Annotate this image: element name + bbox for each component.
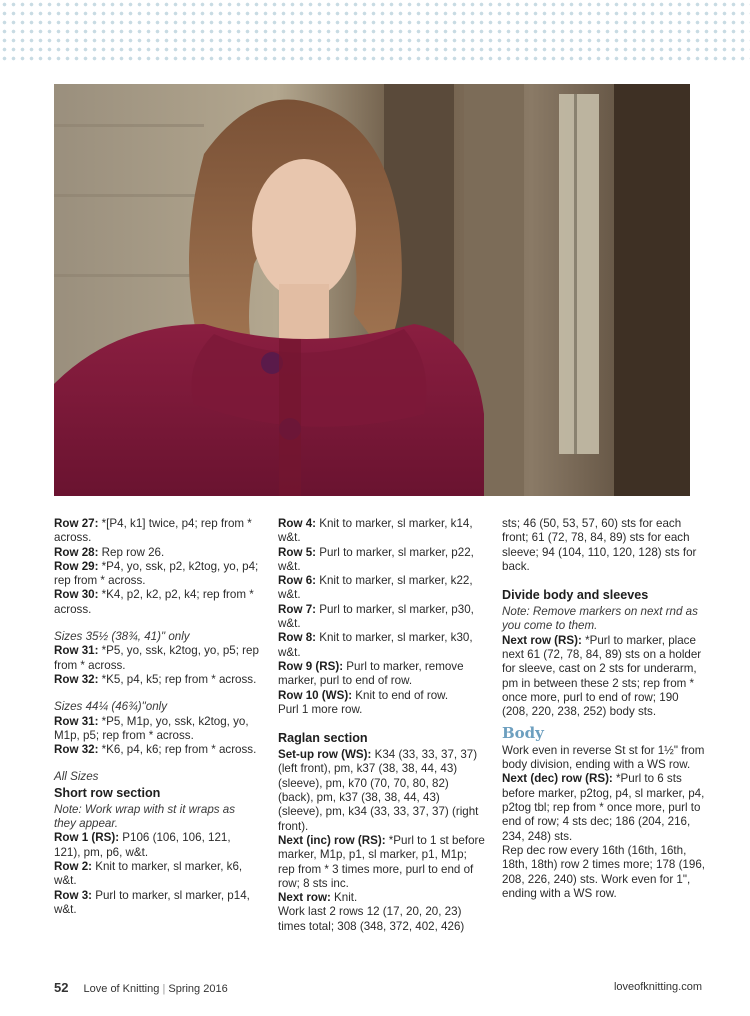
- row-5: Row 5: Purl to marker, sl marker, p22, w&t.: [278, 545, 474, 573]
- magazine-name: Love of Knitting: [83, 983, 160, 995]
- setup-row: Set-up row (WS): K34 (33, 33, 37, 37) (left front), pm, k37 (38, 38, 44, 43) (sleeve), pm, k70 (70, 70, 80, 82) (back), pm, k37 (38, 38, 44, 43) (sleeve), pm, k34 (33, 33, 37, 37) (right front).: [278, 748, 479, 833]
- row-27: Row 27: *[P4, k1] twice, p4; rep from * across.: [54, 517, 252, 545]
- next-row: Next row: Knit.: [278, 891, 358, 905]
- purl-more-row: Purl 1 more row.: [278, 702, 363, 716]
- divide-heading: Divide body and sleeves: [502, 588, 649, 603]
- page-number: 52: [54, 980, 69, 995]
- row-28: Row 28: Rep row 26.: [54, 545, 165, 559]
- body-heading: Body: [502, 723, 544, 742]
- hero-photo: [54, 84, 690, 496]
- short-row-heading: Short row section: [54, 785, 161, 800]
- next-inc-row: Next (inc) row (RS): *Purl to 1 st before marker, M1p, p1, sl marker, p1, M1p; rep from * 3 times more, purl to end of row; 8 sts inc.: [278, 833, 485, 890]
- next-dec-row: Next (dec) row (RS): *Purl to 6 sts before marker, p2tog, p4, sl marker, p4, p2tog tbl; rep from * once more, purl to end of row; 4 sts dec; 186 (204, 216, 234, 248) sts.: [502, 772, 705, 843]
- row-29: Row 29: *P4, yo, ssk, p2, k2tog, yo, p4; rep from * across.: [54, 559, 259, 588]
- row-6: Row 6: Knit to marker, sl marker, k22, w&t.: [278, 574, 473, 602]
- footer-divider: |: [162, 983, 166, 995]
- sizes-note-a: Sizes 35½ (38¾, 41)" only: [54, 630, 190, 644]
- column-2: [278, 517, 486, 934]
- divide-note: Note: Remove markers on next rnd as you come to them.: [502, 605, 698, 633]
- work-even: Work even in reverse St st for 1½" from body division, ending with a WS row.: [502, 743, 705, 772]
- short-row-note: Note: Work wrap with st it wraps as they appear.: [54, 802, 236, 831]
- stitch-counts: sts; 46 (50, 53, 57, 60) sts for each front; 61 (72, 78, 84, 89) sts for each sleeve; 94 (104, 110, 120, 128) sts for back.: [502, 517, 697, 573]
- row-30: Row 30: *K4, p2, k2, p2, k4; rep from * across.: [54, 588, 254, 616]
- page-footer: [54, 980, 702, 995]
- row-3: Row 3: Purl to marker, sl marker, p14, w&t.: [54, 888, 250, 916]
- row-1: Row 1 (RS): P106 (106, 106, 121, 121), pm, p6, w&t.: [54, 831, 231, 859]
- row-2: Row 2: Knit to marker, sl marker, k6, w&t.: [54, 859, 243, 888]
- raglan-heading: Raglan section: [278, 731, 368, 746]
- issue-label: Spring 2016: [168, 983, 228, 995]
- row-8: Row 8: Knit to marker, sl marker, k30, w&t.: [278, 631, 473, 659]
- row-32-b: Row 32: *K6, p4, k6; rep from * across.: [54, 743, 257, 757]
- divide-next-row: Next row (RS): *Purl to marker, place next 61 (72, 78, 84, 89) sts on a holder for sleeve, cast on 2 sts for underarm, pm in between these 2 sts; rep from * once more, purl to end of row; 190 (208, 220, 238, 252) body sts.: [502, 633, 702, 719]
- row-9: Row 9 (RS): Purl to marker, remove marker, purl to end of row.: [278, 659, 464, 688]
- dotted-header-pattern: [0, 0, 750, 62]
- column-1: [54, 517, 259, 917]
- row-31-b: Row 31: *P5, M1p, yo, ssk, k2tog, yo, M1p, p5; rep from * across.: [54, 714, 249, 742]
- row-10: Row 10 (WS): Knit to end of row.: [278, 688, 449, 702]
- work-last-rows: Work last 2 rows 12 (17, 20, 20, 23) times total; 308 (348, 372, 402, 426): [278, 905, 465, 933]
- sizes-note-b: Sizes 44¼ (46¾)"only: [54, 700, 168, 714]
- model-photo-illustration: [54, 84, 690, 496]
- rep-dec-row: Rep dec row every 16th (16th, 16th, 18th, 18th) row 2 times more; 178 (196, 208, 226, 240) sts. Work even for 1", ending with a WS row.: [502, 843, 705, 900]
- all-sizes-note: All Sizes: [54, 770, 99, 784]
- website-link[interactable]: loveofknitting.com: [613, 981, 702, 993]
- row-4: Row 4: Knit to marker, sl marker, k14, w&t.: [278, 517, 473, 545]
- row-32-a: Row 32: *K5, p4, k5; rep from * across.: [54, 672, 257, 686]
- column-3: [502, 517, 707, 901]
- row-31-a: Row 31: *P5, yo, ssk, k2tog, yo, p5; rep from * across.: [54, 644, 259, 672]
- row-7: Row 7: Purl to marker, sl marker, p30, w&t.: [278, 602, 474, 631]
